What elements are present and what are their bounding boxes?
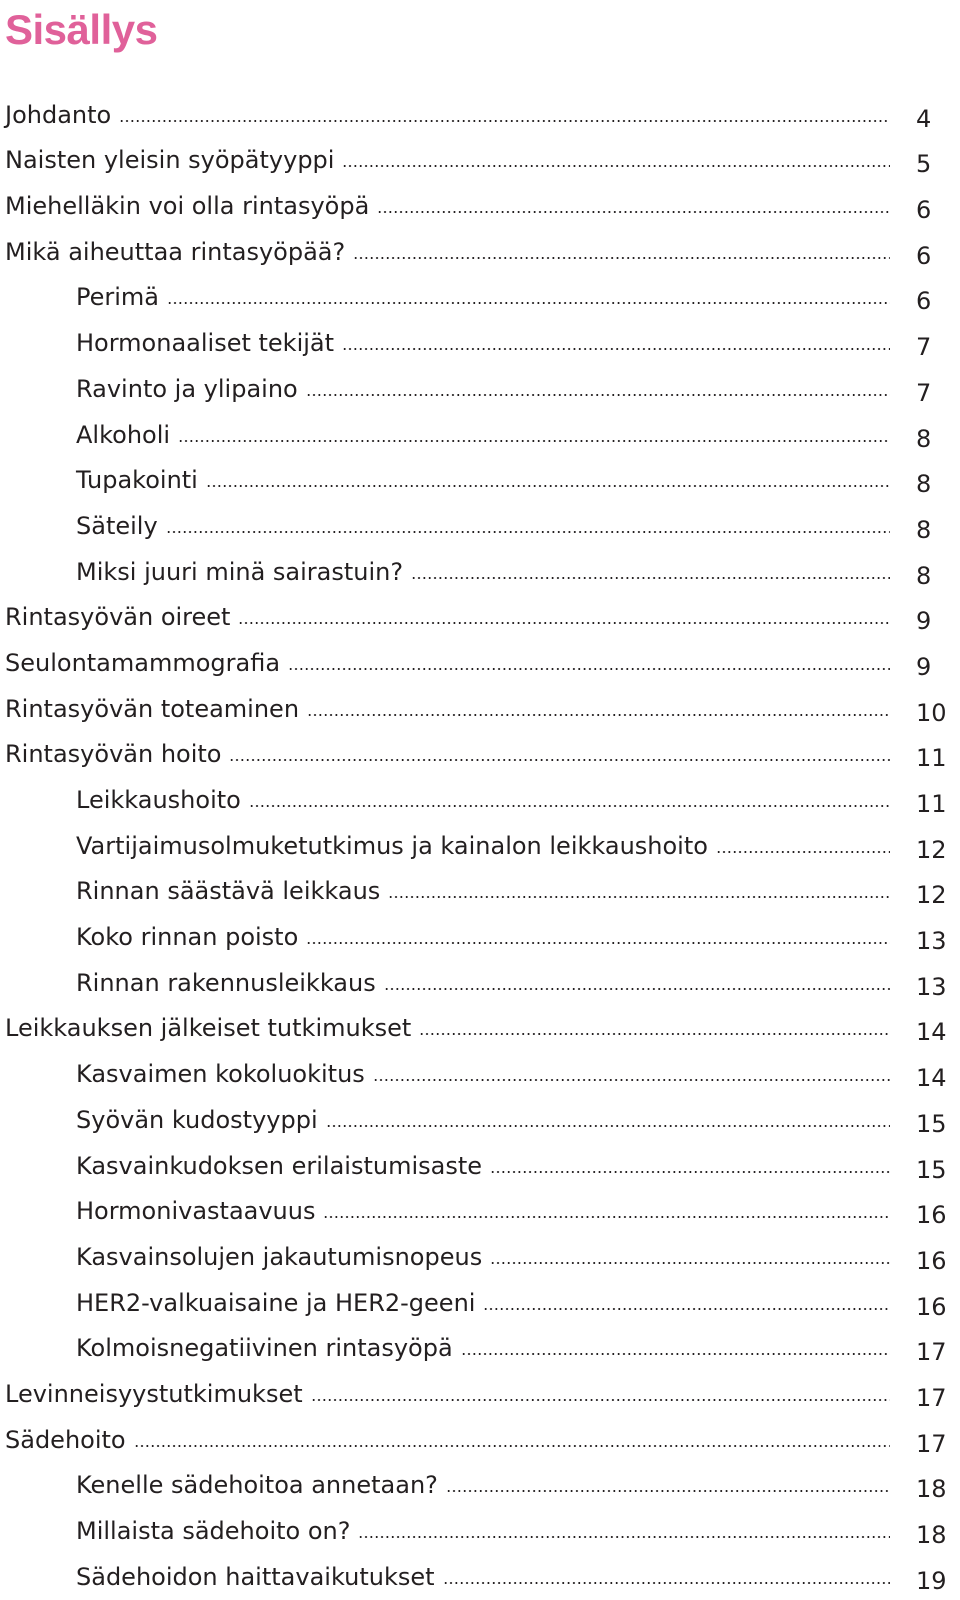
toc-dot-leader: [134, 1445, 890, 1447]
toc-entry-page-number: 16: [916, 1201, 947, 1230]
toc-dot-leader: [229, 759, 890, 761]
toc-entry[interactable]: [0, 869, 960, 915]
toc-dot-leader: [388, 896, 890, 898]
toc-entry-title: Rintasyövän toteaminen: [5, 694, 300, 723]
toc-entry[interactable]: [0, 503, 960, 549]
toc-entry-page-number: 8: [916, 561, 932, 590]
toc-entry[interactable]: [0, 686, 960, 732]
toc-entry-page-number: 6: [916, 241, 932, 270]
toc-entry[interactable]: [0, 823, 960, 869]
toc-entry-title: Miehelläkin voi olla rintasyöpä: [5, 192, 370, 221]
toc-entry-page-number: 11: [916, 790, 947, 818]
toc-dot-leader: [249, 805, 890, 807]
toc-entry-title: Rinnan rakennusleikkaus: [76, 968, 376, 997]
toc-dot-leader: [446, 1490, 890, 1492]
toc-entry-page-number: 18: [916, 1475, 947, 1504]
toc-entry[interactable]: [0, 1051, 960, 1097]
toc-entry[interactable]: [0, 960, 960, 1006]
toc-entry-title: Vartijaimusolmuketutkimus ja kainalon leikkaushoito: [76, 831, 708, 860]
toc-entry-title: Alkoholi: [76, 420, 171, 449]
toc-entry-page-number: 17: [916, 1429, 947, 1458]
toc-entry-page-number: 9: [916, 607, 932, 636]
toc-entry[interactable]: [0, 229, 960, 275]
toc-entry[interactable]: [0, 138, 960, 184]
toc-entry[interactable]: [0, 1189, 960, 1235]
toc-dot-leader: [307, 714, 890, 716]
toc-entry-title: Säteily: [76, 511, 158, 540]
toc-entry-page-number: 4: [916, 104, 932, 133]
toc-entry-title: Kasvainsolujen jakautumisnopeus: [76, 1242, 483, 1271]
toc-dot-leader: [377, 211, 890, 213]
toc-dot-leader: [342, 165, 890, 167]
toc-entry[interactable]: [0, 914, 960, 960]
toc-entry-page-number: 15: [916, 1155, 947, 1184]
toc-dot-leader: [443, 1582, 890, 1584]
toc-entry-page-number: 11: [916, 744, 947, 773]
toc-dot-leader: [384, 988, 890, 990]
toc-dot-leader: [166, 531, 890, 533]
toc-entry-page-number: 10: [916, 698, 947, 727]
toc-dot-leader: [306, 394, 890, 396]
toc-entry[interactable]: [0, 412, 960, 458]
toc-entry-page-number: 14: [916, 1018, 947, 1047]
toc-dot-leader: [311, 1399, 890, 1401]
toc-dot-leader: [288, 668, 890, 670]
toc-entry-title: Hormonivastaavuus: [76, 1197, 316, 1226]
toc-entry-title: Perimä: [76, 283, 160, 312]
toc-entry-title: Miksi juuri minä sairastuin?: [76, 557, 404, 586]
toc-entry[interactable]: [0, 92, 960, 138]
toc-dot-leader: [419, 1033, 890, 1035]
toc-entry[interactable]: [0, 1143, 960, 1189]
toc-entry-page-number: 17: [916, 1383, 947, 1412]
toc-entry-page-number: 13: [916, 927, 947, 956]
toc-entry-page-number: 9: [916, 652, 932, 681]
toc-entry-title: Johdanto: [5, 100, 112, 129]
toc-entry-title: Millaista sädehoito on?: [76, 1517, 351, 1545]
toc-entry-page-number: 7: [916, 378, 932, 407]
toc-entry-page-number: 12: [916, 881, 947, 910]
toc-dot-leader: [490, 1262, 890, 1264]
toc-entry[interactable]: [0, 1234, 960, 1280]
toc-entry-page-number: 16: [916, 1292, 947, 1321]
toc-entry[interactable]: [0, 1280, 960, 1326]
toc-dot-leader: [178, 440, 890, 442]
toc-entry[interactable]: [0, 1097, 960, 1143]
toc-dot-leader: [323, 1216, 890, 1218]
toc-entry-page-number: 12: [916, 835, 947, 864]
toc-entry-page-number: 18: [916, 1521, 947, 1549]
toc-entry[interactable]: [0, 595, 960, 641]
toc-dot-leader: [411, 577, 890, 579]
toc-entry-title: Sädehoito: [5, 1425, 126, 1454]
toc-entry[interactable]: [0, 1463, 960, 1509]
toc-entry[interactable]: [0, 183, 960, 229]
toc-dot-leader: [716, 851, 890, 853]
toc-entry-title: Sädehoidon haittavaikutukset: [76, 1562, 435, 1591]
table-of-contents: [0, 92, 960, 1600]
toc-entry[interactable]: [0, 1371, 960, 1417]
toc-entry-page-number: 5: [916, 150, 932, 179]
toc-entry-page-number: 8: [916, 424, 932, 453]
toc-entry[interactable]: [0, 1554, 960, 1600]
toc-dot-leader: [353, 257, 890, 259]
toc-entry[interactable]: [0, 366, 960, 412]
toc-entry-title: Leikkaushoito: [76, 786, 241, 814]
toc-entry-title: HER2-valkuaisaine ja HER2-geeni: [76, 1288, 476, 1317]
toc-dot-leader: [306, 942, 890, 944]
toc-entry-title: Rinnan säästävä leikkaus: [76, 877, 381, 906]
toc-entry-title: Hormonaaliset tekijät: [76, 329, 335, 358]
toc-entry-title: Mikä aiheuttaa rintasyöpää?: [5, 237, 346, 266]
toc-entry-title: Naisten yleisin syöpätyyppi: [5, 146, 335, 175]
toc-dot-leader: [326, 1125, 890, 1127]
toc-entry[interactable]: [0, 275, 960, 321]
toc-entry[interactable]: [0, 458, 960, 504]
toc-dot-leader: [358, 1536, 890, 1538]
toc-entry-title: Kasvainkudoksen erilaistumisaste: [76, 1151, 483, 1180]
toc-dot-leader: [342, 348, 890, 350]
toc-entry-title: Kolmoisnegatiivinen rintasyöpä: [76, 1334, 453, 1363]
toc-entry[interactable]: [0, 777, 960, 823]
toc-entry-title: Koko rinnan poisto: [76, 923, 299, 952]
toc-entry-page-number: 6: [916, 287, 932, 316]
toc-entry[interactable]: [0, 1006, 960, 1052]
toc-dot-leader: [461, 1353, 890, 1355]
toc-entry-title: Rintasyövän oireet: [5, 603, 231, 632]
toc-entry-title: Kenelle sädehoitoa annetaan?: [76, 1471, 438, 1500]
toc-entry-page-number: 17: [916, 1338, 947, 1367]
toc-dot-leader: [373, 1079, 890, 1081]
toc-entry-page-number: 19: [916, 1566, 947, 1595]
toc-entry-title: Levinneisyystutkimukset: [5, 1379, 303, 1408]
toc-entry-title: Leikkauksen jälkeiset tutkimukset: [5, 1014, 412, 1043]
page-title: Sisällys: [5, 6, 158, 53]
toc-entry[interactable]: [0, 1417, 960, 1463]
toc-entry-page-number: 8: [916, 515, 932, 544]
toc-dot-leader: [490, 1171, 890, 1173]
toc-dot-leader: [167, 302, 890, 304]
toc-dot-leader: [238, 622, 890, 624]
toc-dot-leader: [206, 485, 890, 487]
toc-dot-leader: [483, 1308, 890, 1310]
toc-entry[interactable]: [0, 320, 960, 366]
toc-entry-title: Seulontamammografia: [5, 648, 281, 677]
toc-entry-page-number: 16: [916, 1246, 947, 1275]
toc-entry[interactable]: [0, 549, 960, 595]
toc-entry-title: Tupakointi: [76, 466, 198, 495]
toc-entry-page-number: 14: [916, 1064, 947, 1093]
toc-entry-page-number: 15: [916, 1109, 947, 1138]
toc-entry-title: Ravinto ja ylipaino: [76, 374, 298, 403]
toc-dot-leader: [119, 120, 890, 122]
toc-entry[interactable]: [0, 732, 960, 778]
toc-entry-page-number: 8: [916, 470, 932, 499]
toc-entry[interactable]: [0, 1326, 960, 1372]
toc-entry[interactable]: [0, 1508, 960, 1554]
toc-entry-page-number: 6: [916, 196, 932, 225]
toc-entry-title: Kasvaimen kokoluokitus: [76, 1060, 365, 1089]
toc-entry-title: Syövän kudostyyppi: [76, 1105, 318, 1134]
toc-entry-page-number: 7: [916, 333, 932, 362]
toc-entry-page-number: 13: [916, 972, 947, 1001]
toc-entry-title: Rintasyövän hoito: [5, 740, 222, 769]
toc-entry[interactable]: [0, 640, 960, 686]
